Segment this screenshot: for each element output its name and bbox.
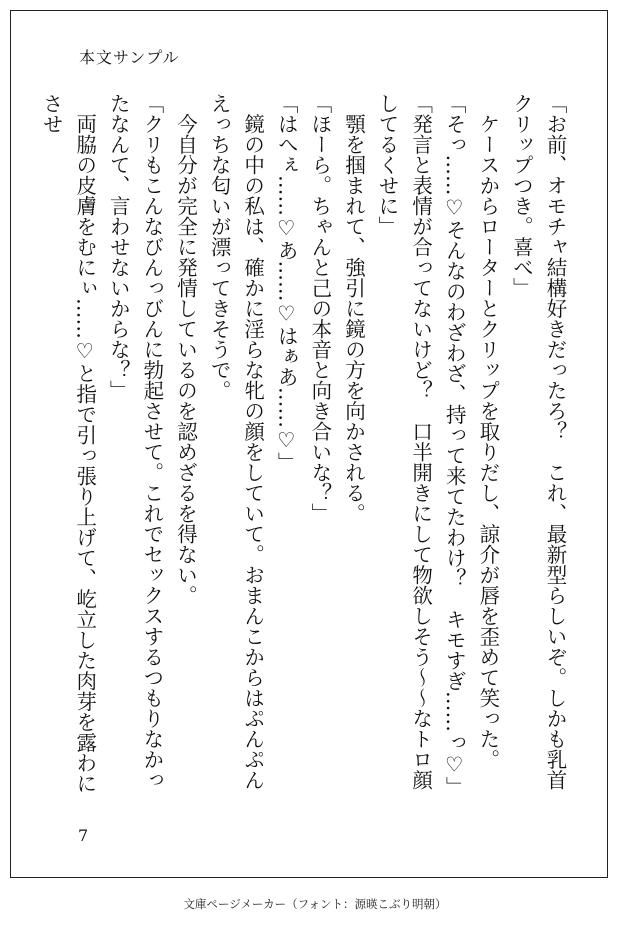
paragraph: 「お前、オモチャ結構好きだったろ？ これ、最新型らしいぞ。しかも乳首クリップつき。喜べ」 [509,93,567,790]
paragraph: 「はへぇ……♡あ……♡はぁあ……♡」 [274,93,299,473]
paragraph: 「発言と表情が合ってないけど？ 口半開きにして物欲しそう～～なトロ顔してるくせに」 [375,93,433,790]
footer-credit: 文庫ページメーカー（フォント：源暎こぶり明朝） [183,897,447,911]
paragraph: 鏡の中の私は、確かに淫らな牝の顔をしていて。おまんこからはぷんぷんえっちな匂いが漂ってきそうで。 [207,93,265,790]
paragraph: 「クリもこんなびんっびんに勃起させて。これでセックスするつもりなかったなんて、言わせないからな？」 [106,93,164,790]
running-head: 本文サンプル [79,48,180,67]
page-frame [10,10,608,878]
page-number: 7 [78,826,89,845]
paragraph: 今自分が完全に発情しているのを認めざるを得ない。 [173,93,198,606]
paragraph: ケースからローターとクリップを取りだし、諒介が唇を歪めて笑った。 [475,93,500,770]
paragraph: 「そっ……♡そんなのわざわざ、持って来てたわけ？ キモすぎ……っ♡」 [442,93,467,797]
paragraph: 顎を掴まれて、強引に鏡の方を向かされる。 [341,93,366,524]
paragraph: 両脇の皮膚をむにぃ……♡と指で引っ張り上げて、屹立した肉芽を露わにさせ [39,93,97,794]
paragraph: 「ほーら。ちゃんと己の本音と向き合いな？」 [307,93,332,524]
body-text [39,93,571,803]
